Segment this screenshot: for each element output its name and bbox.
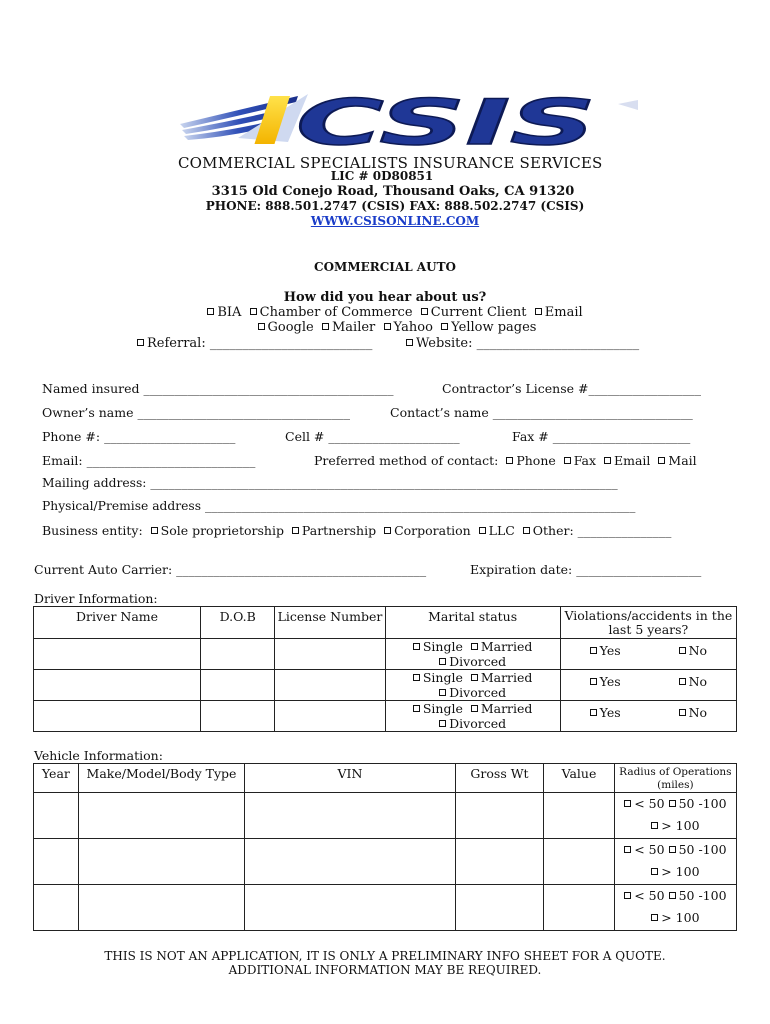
vehicle-section-label: Vehicle Information:	[34, 748, 163, 763]
referral-field[interactable]: Referral: _________________________	[137, 336, 372, 351]
contact-phone-checkbox[interactable]: Phone	[506, 453, 555, 468]
gross-wt-cell[interactable]	[455, 839, 543, 885]
footer-disclaimer-2: ADDITIONAL INFORMATION MAY BE REQUIRED.	[228, 963, 542, 977]
contact-email-checkbox[interactable]: Email	[604, 453, 650, 468]
checkbox-mailer[interactable]: Mailer	[322, 320, 375, 335]
current-carrier-field[interactable]: Current Auto Carrier: ________________________________________	[34, 562, 427, 577]
radius-gt100-checkbox[interactable]: > 100	[651, 864, 699, 879]
license-cell[interactable]	[275, 639, 385, 670]
table-row	[34, 793, 737, 839]
make-model-cell[interactable]	[78, 793, 244, 839]
checkbox-yellow-pages[interactable]: Yellow pages	[441, 320, 536, 335]
single-checkbox[interactable]: Single	[413, 639, 463, 654]
table-row	[34, 885, 737, 931]
radius-cell	[614, 839, 736, 885]
website-field[interactable]: Website: _________________________	[406, 336, 639, 351]
referral-row-1	[10, 305, 770, 320]
make-model-cell[interactable]	[78, 839, 244, 885]
mailing-address-field[interactable]: Mailing address: ____________________________________________________________________________	[42, 476, 618, 490]
no-checkbox[interactable]: No	[679, 643, 707, 658]
checkbox-bia[interactable]: BIA	[207, 305, 241, 320]
violations-cell	[560, 639, 736, 670]
value-header: Value	[544, 764, 615, 793]
table-row	[34, 639, 737, 670]
radius-lt50-checkbox[interactable]: < 50	[624, 888, 664, 903]
radius-50-100-checkbox[interactable]: 50 -100	[669, 796, 727, 811]
contractors-license-field[interactable]: Contractor’s License #__________________	[442, 381, 701, 396]
table-row	[34, 701, 737, 732]
radius-50-100-checkbox[interactable]: 50 -100	[669, 842, 727, 857]
yes-checkbox[interactable]: Yes	[590, 643, 621, 658]
driver-name-cell[interactable]	[34, 639, 201, 670]
owners-name-field[interactable]: Owner’s name __________________________________	[42, 405, 350, 420]
contact-fax-checkbox[interactable]: Fax	[564, 453, 596, 468]
phone-fax: PHONE: 888.501.2747 (CSIS) FAX: 888.502.2747 (CSIS)	[205, 199, 585, 213]
radius-gt100-checkbox[interactable]: > 100	[651, 910, 699, 925]
license-cell[interactable]	[275, 701, 385, 732]
divorced-checkbox[interactable]: Divorced	[439, 685, 506, 700]
marital-cell	[385, 639, 560, 670]
company-address: 3315 Old Conejo Road, Thousand Oaks, CA 91320	[211, 184, 575, 199]
single-checkbox[interactable]: Single	[413, 701, 463, 716]
radius-gt100-checkbox[interactable]: > 100	[651, 818, 699, 833]
no-checkbox[interactable]: No	[679, 705, 707, 720]
website-container	[10, 214, 770, 228]
marital-status-header: Marital status	[385, 607, 560, 639]
marital-cell	[385, 701, 560, 732]
table-row	[34, 839, 737, 885]
preferred-contact	[314, 453, 697, 468]
radius-lt50-checkbox[interactable]: < 50	[624, 796, 664, 811]
single-checkbox[interactable]: Single	[413, 670, 463, 685]
violations-header: Violations/accidents in the last 5 years?	[560, 607, 736, 639]
logo-text: CSIS	[296, 90, 596, 152]
fax-field[interactable]: Fax # ______________________	[512, 429, 691, 444]
preferred-contact-label: Preferred method of contact:	[314, 453, 499, 468]
vin-cell[interactable]	[245, 839, 456, 885]
dob-cell[interactable]	[201, 670, 275, 701]
gross-wt-cell[interactable]	[455, 885, 543, 931]
entity-corporation-checkbox[interactable]: Corporation	[384, 523, 471, 538]
entity-other-checkbox[interactable]: Other: _______________	[523, 523, 672, 538]
checkbox-google[interactable]: Google	[258, 320, 314, 335]
violations-cell	[560, 701, 736, 732]
checkbox-yahoo[interactable]: Yahoo	[384, 320, 433, 335]
vehicle-table	[33, 763, 737, 931]
violations-cell	[560, 670, 736, 701]
radius-cell	[614, 885, 736, 931]
business-entity-label: Business entity:	[42, 523, 143, 538]
entity-partnership-checkbox[interactable]: Partnership	[292, 523, 376, 538]
make-model-header: Make/Model/Body Type	[78, 764, 244, 793]
dob-cell[interactable]	[201, 701, 275, 732]
married-checkbox[interactable]: Married	[471, 701, 533, 716]
divorced-checkbox[interactable]: Divorced	[439, 654, 506, 669]
entity-llc-checkbox[interactable]: LLC	[479, 523, 515, 538]
checkbox-email[interactable]: Email	[535, 305, 583, 320]
website-link[interactable]: WWW.CSISONLINE.COM	[310, 214, 480, 228]
license-cell[interactable]	[275, 670, 385, 701]
license-number-header: License Number	[275, 607, 385, 639]
gross-wt-header: Gross Wt	[455, 764, 543, 793]
company-logo	[178, 90, 638, 152]
cell-field[interactable]: Cell # _____________________	[285, 429, 460, 444]
vin-cell[interactable]	[245, 885, 456, 931]
gross-wt-cell[interactable]	[455, 793, 543, 839]
checkbox-chamber[interactable]: Chamber of Commerce	[250, 305, 413, 320]
married-checkbox[interactable]: Married	[471, 639, 533, 654]
dob-cell[interactable]	[201, 639, 275, 670]
divorced-checkbox[interactable]: Divorced	[439, 716, 506, 731]
vin-cell[interactable]	[245, 793, 456, 839]
married-checkbox[interactable]: Married	[471, 670, 533, 685]
year-cell[interactable]	[34, 885, 79, 931]
business-entity	[42, 523, 671, 538]
make-model-cell[interactable]	[78, 885, 244, 931]
named-insured-field[interactable]: Named insured ________________________________________	[42, 381, 394, 396]
referral-question: How did you hear about us?	[283, 290, 487, 305]
referral-row-2	[12, 320, 770, 335]
value-cell[interactable]	[544, 793, 615, 839]
license-number: LIC # 0D80851	[330, 169, 434, 183]
marital-cell	[385, 670, 560, 701]
vin-header: VIN	[245, 764, 456, 793]
radius-50-100-checkbox[interactable]: 50 -100	[669, 888, 727, 903]
driver-name-header: Driver Name	[34, 607, 201, 639]
checkbox-current-client[interactable]: Current Client	[421, 305, 527, 320]
radius-cell	[614, 793, 736, 839]
year-cell[interactable]	[34, 839, 79, 885]
driver-section-label: Driver Information:	[34, 591, 158, 606]
entity-sole-checkbox[interactable]: Sole proprietorship	[151, 523, 284, 538]
radius-header: Radius of Operations (miles)	[614, 764, 736, 793]
dob-header: D.O.B	[201, 607, 275, 639]
driver-name-cell[interactable]	[34, 670, 201, 701]
driver-name-cell[interactable]	[34, 701, 201, 732]
year-cell[interactable]	[34, 793, 79, 839]
yes-checkbox[interactable]: Yes	[590, 705, 621, 720]
year-header: Year	[34, 764, 79, 793]
contacts-name-field[interactable]: Contact’s name ________________________________	[390, 405, 693, 420]
value-cell[interactable]	[544, 885, 615, 931]
contact-mail-checkbox[interactable]: Mail	[658, 453, 696, 468]
expiration-date-field[interactable]: Expiration date: ____________________	[470, 562, 702, 577]
physical-address-field[interactable]: Physical/Premise address ______________________________________________________________________	[42, 499, 636, 513]
yes-checkbox[interactable]: Yes	[590, 674, 621, 689]
value-cell[interactable]	[544, 839, 615, 885]
radius-lt50-checkbox[interactable]: < 50	[624, 842, 664, 857]
form-title: COMMERCIAL AUTO	[314, 260, 456, 274]
table-row	[34, 670, 737, 701]
email-field[interactable]: Email: ___________________________	[42, 453, 256, 468]
phone-field[interactable]: Phone #: _____________________	[42, 429, 236, 444]
driver-table	[33, 606, 737, 732]
no-checkbox[interactable]: No	[679, 674, 707, 689]
footer-disclaimer-1: THIS IS NOT AN APPLICATION, IT IS ONLY A PRELIMINARY INFO SHEET FOR A QUOTE.	[104, 949, 666, 963]
company-name: COMMERCIAL SPECIALISTS INSURANCE SERVICES	[178, 154, 603, 172]
